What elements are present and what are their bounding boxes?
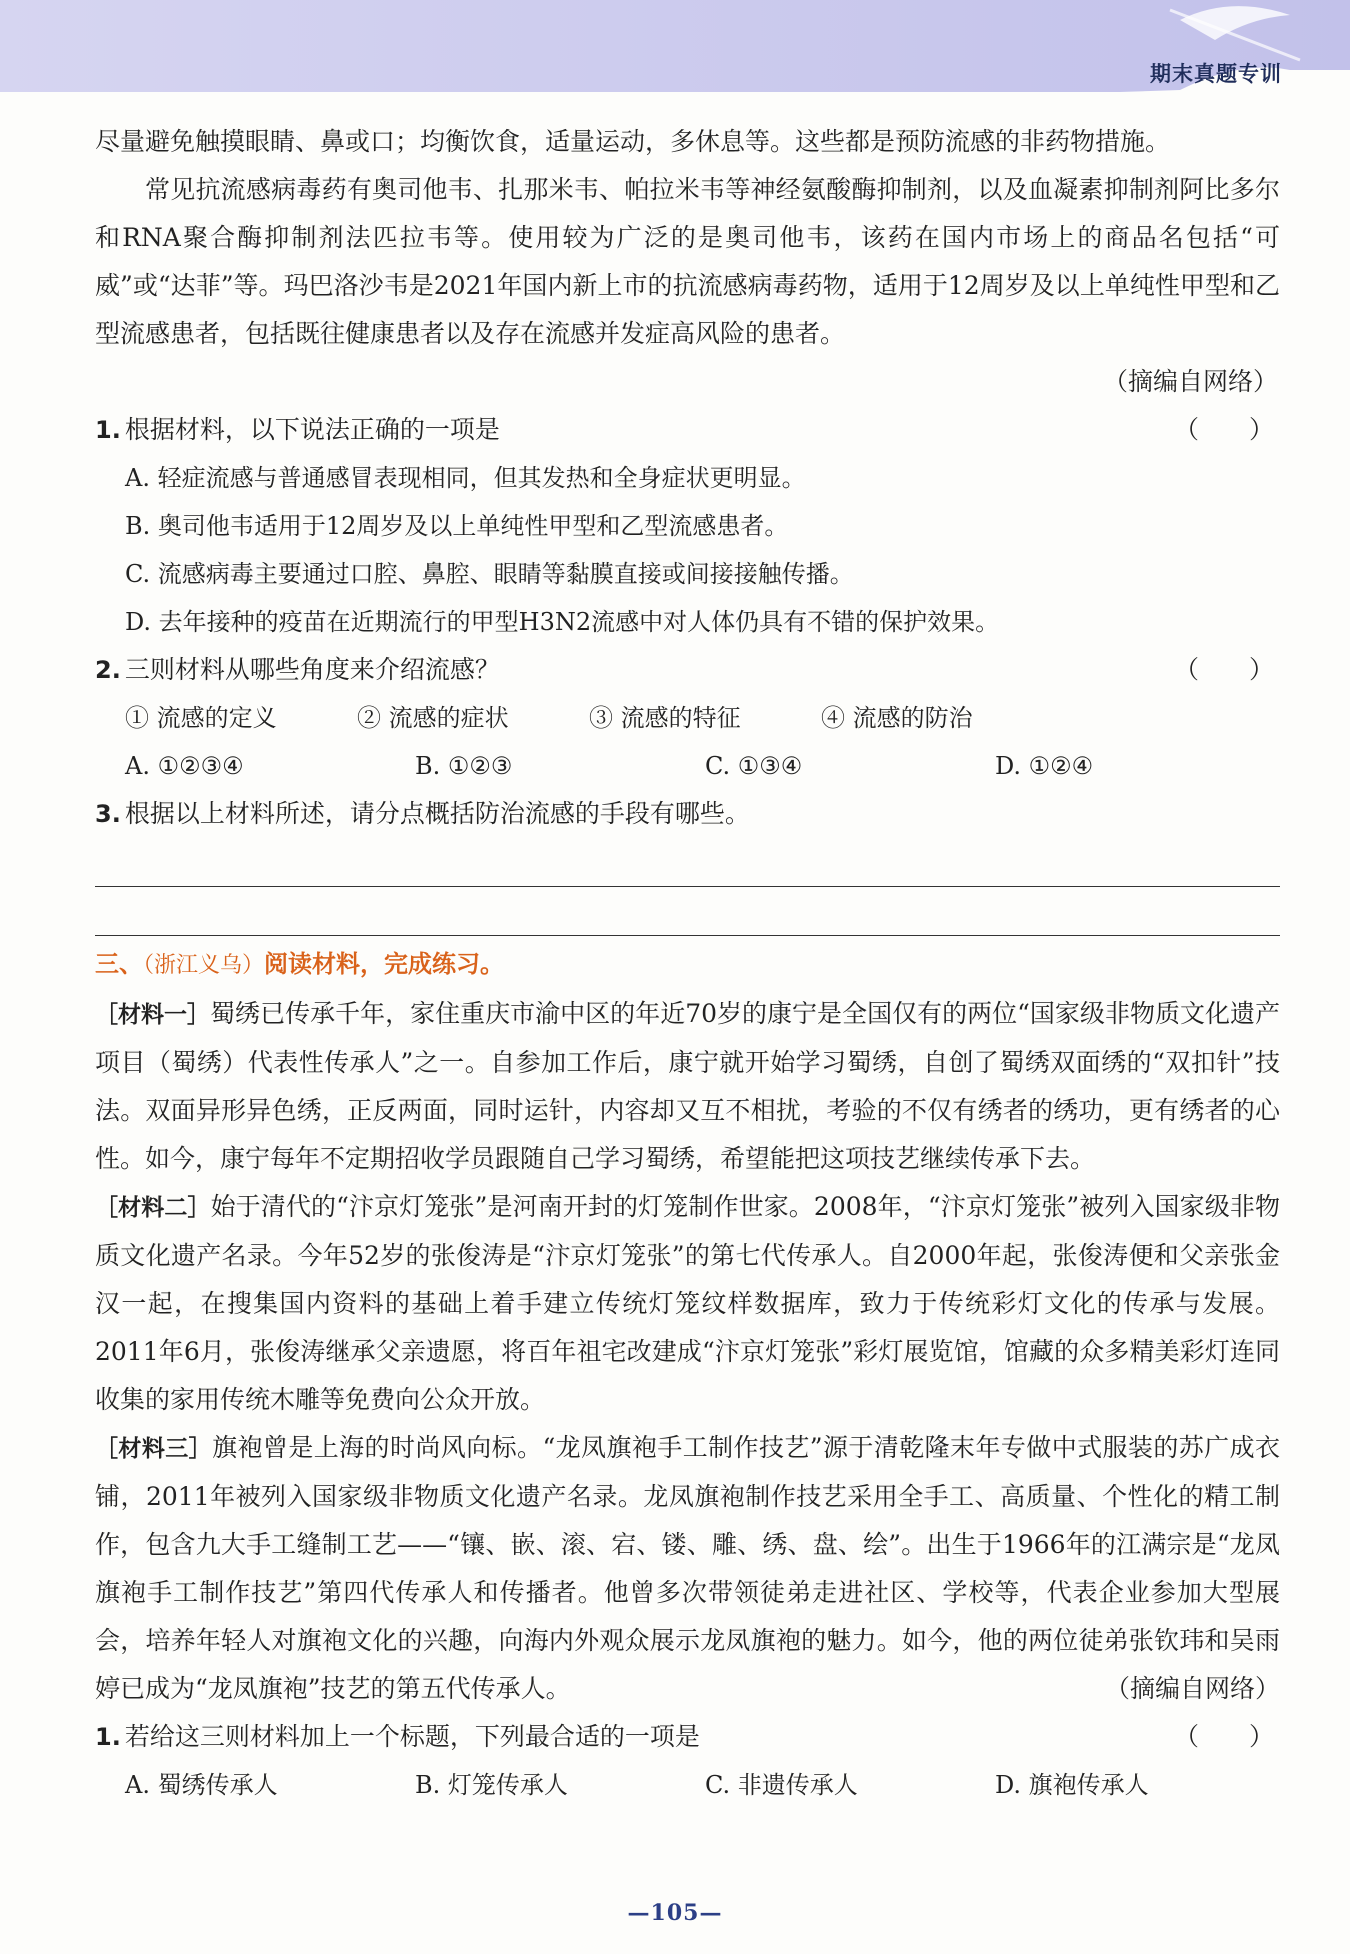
header-title: 期末真题专训 [1150,62,1282,86]
option-row [95,742,1280,790]
option-b[interactable]: B. ①②③ [415,752,513,780]
page-number: —105— [627,1900,723,1926]
item-1: ① 流感的定义 [125,704,277,732]
material-text: 始于清代的“汴京灯笼张”是河南开封的灯笼制作世家。2008年，“汴京灯笼张”被列入国家级非物质文化遗产名录。今年52岁的张俊涛是“汴京灯笼张”的第七代传承人。自2000年起，张俊涛便和父亲张金汉一起，在搜集国内资料的基础上着手建立传统灯笼纹样数据库，致力于传统彩灯文化的传承与发展。2011年6月，张俊涛继承父亲遗愿，将百年祖宅改建成“汴京灯笼张”彩灯展览馆，馆藏的众多精美彩灯连同收集的家用传统木雕等免费向公众开放。 [95,1192,1281,1414]
question-3 [95,790,1280,838]
question-number: 2. [95,656,121,684]
question-2 [95,646,1280,694]
option-c[interactable]: C. ①③④ [705,752,803,780]
item-3: ③ 流感的特征 [589,704,741,732]
passage-paragraph-1: 尽量避免触摸眼睛、鼻或口；均衡饮食，适量运动，多休息等。这些都是预防流感的非药物措施。 [95,127,1171,156]
header-banner [0,0,1350,100]
option-d[interactable]: D. 旗袍传承人 [995,1771,1149,1799]
question-number: 3. [95,800,121,828]
passage-paragraph-2: 常见抗流感病毒药有奥司他韦、扎那米韦、帕拉米韦等神经氨酸酶抑制剂，以及血凝素抑制剂阿比多尔和RNA聚合酶抑制剂法匹拉韦等。使用较为广泛的是奥司他韦，该药在国内市场上的商品名包括“可威”或“达菲”等。玛巴洛沙韦是2021年国内新上市的抗流感病毒药物，适用于12周岁及以上单纯性甲型和乙型流感患者，包括既往健康患者以及存在流感并发症高风险的患者。 [95,175,1280,348]
page-content [95,118,1280,1809]
material-1 [95,990,1280,1183]
question-s3-1 [95,1713,1280,1761]
section-number: 三、 [95,950,143,978]
option-b[interactable]: B. 灯笼传承人 [415,1771,568,1799]
section-source: （浙江义乌） [143,953,265,978]
material-source: （摘编自网络） [1104,1674,1280,1703]
option-c[interactable]: C. 流感病毒主要通过口腔、鼻腔、眼睛等黏膜直接或间接接触传播。 [125,560,854,588]
question-1 [95,406,1280,454]
material-label: ［材料二］ [95,1195,211,1221]
option-d[interactable]: D. ①②④ [995,752,1094,780]
item-2: ② 流感的症状 [357,704,509,732]
option-a[interactable]: A. 蜀绣传承人 [125,1771,278,1799]
option-b[interactable]: B. 奥司他韦适用于12周岁及以上单纯性甲型和乙型流感患者。 [125,512,789,540]
question-text: 根据材料，以下说法正确的一项是 [124,415,500,444]
material-label: ［材料三］ [95,1436,213,1462]
question-text: 三则材料从哪些角度来介绍流感？ [124,655,500,684]
option-row [95,1761,1280,1809]
option-a[interactable]: A. ①②③④ [125,752,244,780]
answer-line-2[interactable] [95,887,1280,936]
answer-bracket[interactable]: （ ） [1173,655,1274,684]
answer-bracket[interactable]: （ ） [1173,415,1274,444]
material-text: 蜀绣已传承千年，家住重庆市渝中区的年近70岁的康宁是全国仅有的两位“国家级非物质文化遗产项目（蜀绣）代表性传承人”之一。自参加工作后，康宁就开始学习蜀绣，自创了蜀绣双面绣的“双扣针”技法。双面异形异色绣，正反两面，同时运针，内容却又互不相扰，考验的不仅有绣者的绣功，更有绣者的心性。如今，康宁每年不定期招收学员跟随自己学习蜀绣，希望能把这项技艺继续传承下去。 [95,999,1280,1173]
question-text: 根据以上材料所述，请分点概括防治流感的手段有哪些。 [124,799,750,828]
option-c[interactable]: C. 非遗传承人 [705,1771,858,1799]
material-3 [95,1424,1280,1713]
material-2 [95,1183,1280,1424]
question-number: 1. [95,416,121,444]
material-text: 旗袍曾是上海的时尚风向标。“龙凤旗袍手工制作技艺”源于清乾隆末年专做中式服装的苏广成衣铺，2011年被列入国家级非物质文化遗产名录。龙凤旗袍制作技艺采用全手工、高质量、个性化的精工制作，包含九大手工缝制工艺——“镶、嵌、滚、宕、镂、雕、绣、盘、绘”。出生于1966年的江满宗是“龙凤旗袍手工制作技艺”第四代传承人和传播者。他曾多次带领徒弟走进社区、学校等，代表企业参加大型展会，培养年轻人对旗袍文化的兴趣，向海内外观众展示龙凤旗袍的魅力。如今，他的两位徒弟张钦玮和吴雨婷已成为“龙凤旗袍”技艺的第五代传承人。 [95,1433,1280,1703]
question-number: 1. [95,1723,121,1751]
material-label: ［材料一］ [95,1002,211,1028]
option-d[interactable]: D. 去年接种的疫苗在近期流行的甲型H3N2流感中对人体仍具有不错的保护效果。 [125,608,1000,636]
item-4: ④ 流感的防治 [821,704,973,732]
item-list [95,694,1280,742]
section-heading [95,940,1280,990]
question-text: 若给这三则材料加上一个标题，下列最合适的一项是 [124,1722,700,1751]
answer-bracket[interactable]: （ ） [1173,1722,1274,1751]
option-a[interactable]: A. 轻症流感与普通感冒表现相同，但其发热和全身症状更明显。 [125,464,806,492]
section-instruction: 阅读材料，完成练习。 [264,950,505,978]
answer-line-1[interactable] [95,838,1280,887]
passage-source: （摘编自网络） [1102,367,1278,396]
